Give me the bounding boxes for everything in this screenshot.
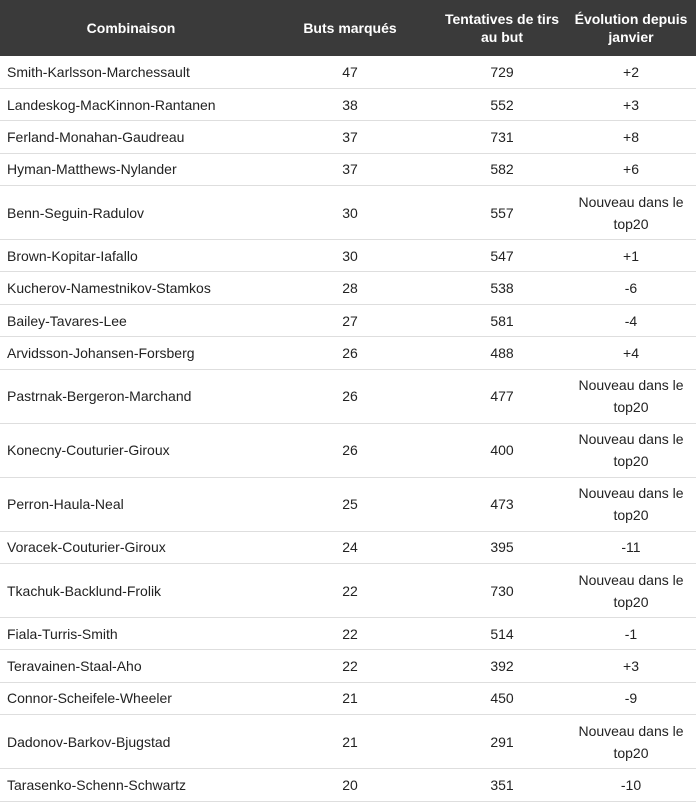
cell-tentatives: 582: [438, 153, 566, 185]
cell-tentatives: 392: [438, 650, 566, 682]
table-row: [0, 477, 696, 531]
cell-buts: 21: [262, 715, 438, 769]
table-row: [0, 531, 696, 563]
cell-evolution: Nouveau dans le top20: [566, 369, 696, 423]
cell-buts: 26: [262, 337, 438, 369]
cell-tentatives: 351: [438, 769, 566, 801]
cell-combinaison: Dadonov-Barkov-Bjugstad: [0, 715, 262, 769]
table-row: [0, 682, 696, 714]
cell-combinaison: Bailey-Tavares-Lee: [0, 304, 262, 336]
cell-buts: 38: [262, 88, 438, 120]
cell-combinaison: Pastrnak-Bergeron-Marchand: [0, 369, 262, 423]
cell-evolution: Nouveau dans le top20: [566, 564, 696, 618]
cell-tentatives: 514: [438, 618, 566, 650]
cell-tentatives: 731: [438, 121, 566, 153]
cell-tentatives: 552: [438, 88, 566, 120]
cell-buts: 37: [262, 121, 438, 153]
cell-evolution: -10: [566, 769, 696, 801]
table-row: [0, 769, 696, 801]
cell-evolution: Nouveau dans le top20: [566, 477, 696, 531]
cell-evolution: -9: [566, 682, 696, 714]
table-row: [0, 304, 696, 336]
cell-buts: 22: [262, 650, 438, 682]
cell-combinaison: Connor-Scheifele-Wheeler: [0, 682, 262, 714]
cell-combinaison: Perron-Haula-Neal: [0, 477, 262, 531]
cell-combinaison: Voracek-Couturier-Giroux: [0, 531, 262, 563]
cell-evolution: +6: [566, 153, 696, 185]
cell-buts: 24: [262, 531, 438, 563]
cell-tentatives: 477: [438, 369, 566, 423]
table-row: [0, 88, 696, 120]
cell-evolution: Nouveau dans le top20: [566, 423, 696, 477]
cell-combinaison: Konecny-Couturier-Giroux: [0, 423, 262, 477]
cell-buts: 30: [262, 240, 438, 272]
table-row: [0, 564, 696, 618]
cell-buts: 25: [262, 477, 438, 531]
cell-combinaison: Hyman-Matthews-Nylander: [0, 153, 262, 185]
cell-evolution: +8: [566, 121, 696, 153]
cell-tentatives: 547: [438, 240, 566, 272]
header-evolution: Évolution depuis janvier: [566, 0, 696, 56]
cell-buts: 27: [262, 304, 438, 336]
cell-tentatives: 730: [438, 564, 566, 618]
header-tentatives: Tentatives de tirs au but: [438, 0, 566, 56]
cell-tentatives: 473: [438, 477, 566, 531]
cell-combinaison: Landeskog-MacKinnon-Rantanen: [0, 88, 262, 120]
table-row: [0, 715, 696, 769]
cell-evolution: -4: [566, 304, 696, 336]
cell-combinaison: Teravainen-Staal-Aho: [0, 650, 262, 682]
cell-tentatives: 450: [438, 682, 566, 714]
cell-combinaison: Brown-Kopitar-Iafallo: [0, 240, 262, 272]
table-row: [0, 618, 696, 650]
cell-evolution: Nouveau dans le top20: [566, 715, 696, 769]
cell-tentatives: 581: [438, 304, 566, 336]
cell-buts: 26: [262, 369, 438, 423]
cell-buts: 47: [262, 56, 438, 88]
cell-combinaison: Smith-Karlsson-Marchessault: [0, 56, 262, 88]
cell-combinaison: Tarasenko-Schenn-Schwartz: [0, 769, 262, 801]
cell-evolution: +3: [566, 88, 696, 120]
cell-evolution: -1: [566, 618, 696, 650]
cell-combinaison: Kucherov-Namestnikov-Stamkos: [0, 272, 262, 304]
cell-buts: 37: [262, 153, 438, 185]
cell-evolution: -11: [566, 531, 696, 563]
table-row: [0, 337, 696, 369]
header-row: [0, 0, 696, 56]
table-row: [0, 56, 696, 88]
table-row: [0, 240, 696, 272]
cell-tentatives: 400: [438, 423, 566, 477]
cell-tentatives: 395: [438, 531, 566, 563]
cell-evolution: +1: [566, 240, 696, 272]
header-combinaison: Combinaison: [0, 0, 262, 56]
table-header: [0, 0, 696, 56]
header-buts: Buts marqués: [262, 0, 438, 56]
cell-tentatives: 729: [438, 56, 566, 88]
cell-buts: 21: [262, 682, 438, 714]
cell-tentatives: 538: [438, 272, 566, 304]
table-row: [0, 423, 696, 477]
cell-evolution: +4: [566, 337, 696, 369]
table-row: [0, 272, 696, 304]
cell-evolution: +2: [566, 56, 696, 88]
table-row: [0, 369, 696, 423]
cell-combinaison: Ferland-Monahan-Gaudreau: [0, 121, 262, 153]
cell-buts: 22: [262, 564, 438, 618]
cell-tentatives: 557: [438, 186, 566, 240]
table-body: [0, 56, 696, 801]
cell-combinaison: Arvidsson-Johansen-Forsberg: [0, 337, 262, 369]
table-row: [0, 121, 696, 153]
cell-tentatives: 291: [438, 715, 566, 769]
cell-buts: 30: [262, 186, 438, 240]
cell-evolution: -6: [566, 272, 696, 304]
cell-evolution: Nouveau dans le top20: [566, 186, 696, 240]
table-row: [0, 153, 696, 185]
cell-buts: 20: [262, 769, 438, 801]
cell-buts: 22: [262, 618, 438, 650]
cell-combinaison: Tkachuk-Backlund-Frolik: [0, 564, 262, 618]
cell-combinaison: Fiala-Turris-Smith: [0, 618, 262, 650]
table-row: [0, 650, 696, 682]
cell-tentatives: 488: [438, 337, 566, 369]
table-row: [0, 186, 696, 240]
cell-buts: 26: [262, 423, 438, 477]
cell-evolution: +3: [566, 650, 696, 682]
cell-buts: 28: [262, 272, 438, 304]
cell-combinaison: Benn-Seguin-Radulov: [0, 186, 262, 240]
